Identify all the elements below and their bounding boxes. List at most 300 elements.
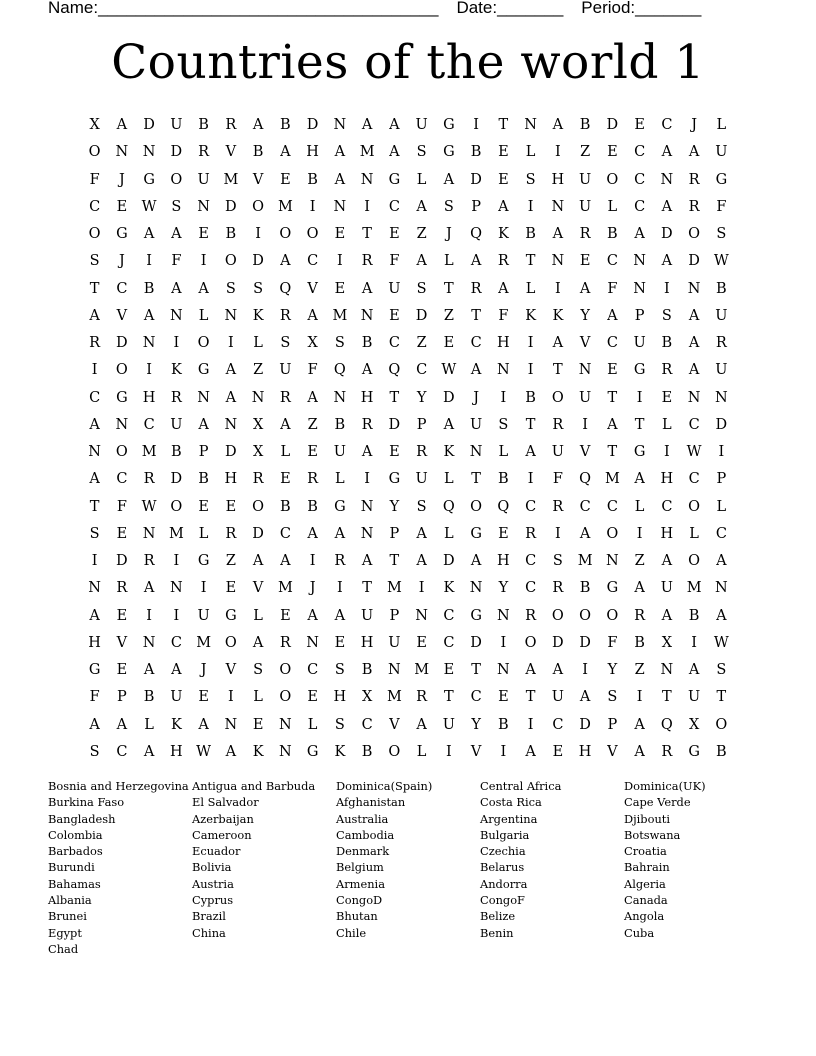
grid-cell: I xyxy=(527,335,534,351)
grid-cell: G xyxy=(470,525,482,542)
grid-cell: G xyxy=(197,362,210,379)
grid-cell: R xyxy=(361,253,373,270)
grid-row xyxy=(81,221,735,248)
grid-cell: S xyxy=(716,226,727,242)
grid-cell: A xyxy=(89,471,100,488)
grid-cell: C xyxy=(388,335,400,351)
grid-row xyxy=(81,439,735,466)
grid-cell: D xyxy=(225,198,237,215)
word-item: Chad xyxy=(48,941,79,956)
grid-cell: M xyxy=(332,307,348,324)
grid-cell: G xyxy=(443,144,455,161)
grid-cell: P xyxy=(389,525,400,542)
grid-cell: F xyxy=(389,253,400,270)
word-item: Chile xyxy=(336,925,367,940)
grid-cell: R xyxy=(497,253,509,270)
grid-cell: A xyxy=(361,117,373,133)
grid-cell: D xyxy=(116,553,128,569)
grid-cell: N xyxy=(279,743,292,760)
grid-cell: D xyxy=(661,226,673,242)
grid-cell: Q xyxy=(442,498,455,515)
grid-cell: O xyxy=(551,389,564,406)
grid-cell: V xyxy=(389,716,400,733)
grid-cell: R xyxy=(525,607,537,624)
grid-cell: S xyxy=(280,335,291,351)
grid-cell: E xyxy=(334,280,346,297)
grid-cell: B xyxy=(661,335,673,351)
grid-cell: M xyxy=(196,634,212,651)
grid-cell: A xyxy=(661,253,673,270)
word-item: Armenia xyxy=(336,876,385,891)
grid-cell: E xyxy=(280,471,291,488)
grid-cell: A xyxy=(198,716,209,733)
grid-row xyxy=(81,112,735,139)
grid-cell: L xyxy=(416,743,427,760)
grid-cell: H xyxy=(497,553,510,569)
grid-cell: C xyxy=(579,498,591,515)
grid-cell: O xyxy=(279,689,292,706)
grid-cell: N xyxy=(224,716,238,733)
grid-cell: A xyxy=(634,226,645,242)
grid-cell: N xyxy=(360,171,374,188)
grid-cell: A xyxy=(307,389,318,406)
grid-cell: H xyxy=(578,743,592,760)
grid-row xyxy=(81,194,735,221)
word-item: Cuba xyxy=(624,925,655,940)
grid-cell: I xyxy=(527,198,534,215)
grid-cell: D xyxy=(170,144,183,161)
grid-cell: O xyxy=(606,171,619,188)
grid-cell: P xyxy=(634,307,645,324)
grid-cell: F xyxy=(552,471,563,488)
grid-cell: A xyxy=(579,280,591,297)
grid-cell: U xyxy=(279,362,292,379)
word-column xyxy=(336,778,480,957)
grid-cell: D xyxy=(143,117,155,133)
grid-cell: C xyxy=(388,198,400,215)
grid-cell: U xyxy=(715,362,728,379)
grid-cell: G xyxy=(116,389,128,406)
grid-cell: H xyxy=(551,171,565,188)
word-item: Belgium xyxy=(336,860,384,875)
word-item: Colombia xyxy=(48,827,103,842)
grid-cell: N xyxy=(333,117,347,133)
grid-cell: J xyxy=(118,171,125,188)
grid-row xyxy=(81,167,735,194)
grid-cell: A xyxy=(89,307,100,324)
grid-cell: G xyxy=(715,171,728,188)
grid-cell: A xyxy=(89,716,100,733)
grid-cell: B xyxy=(252,144,264,161)
grid-cell: B xyxy=(171,444,182,460)
grid-cell: D xyxy=(252,253,264,270)
grid-cell: R xyxy=(579,226,591,242)
grid-cell: A xyxy=(225,743,237,760)
grid-cell: B xyxy=(143,689,155,706)
grid-cell: E xyxy=(116,198,128,215)
grid-cell: E xyxy=(334,226,346,242)
grid-row xyxy=(81,357,735,384)
grid-cell: A xyxy=(143,226,155,242)
grid-cell: C xyxy=(443,607,455,624)
grid-cell: A xyxy=(252,634,264,651)
grid-cell: R xyxy=(89,335,101,351)
grid-cell: I xyxy=(446,743,452,760)
grid-cell: C xyxy=(116,280,128,297)
grid-cell: J xyxy=(118,253,125,270)
grid-cell: I xyxy=(309,553,316,569)
grid-cell: K xyxy=(443,580,455,597)
grid-cell: C xyxy=(116,743,128,760)
grid-cell: A xyxy=(498,198,509,215)
grid-cell: C xyxy=(89,389,101,406)
grid-cell: B xyxy=(716,743,727,760)
word-item: Burkina Faso xyxy=(48,795,125,810)
grid-cell: Q xyxy=(660,716,673,733)
grid-cell: N xyxy=(633,280,646,297)
grid-cell: C xyxy=(279,525,291,542)
grid-cell: A xyxy=(607,416,618,433)
word-column xyxy=(624,778,768,957)
grid-cell: R xyxy=(416,444,428,460)
grid-cell: B xyxy=(525,226,536,242)
grid-cell: I xyxy=(364,198,370,215)
grid-cell: H xyxy=(306,144,319,161)
grid-cell: C xyxy=(525,498,537,515)
grid-cell: W xyxy=(196,743,212,760)
grid-cell: B xyxy=(361,662,373,678)
grid-cell: M xyxy=(386,689,402,706)
grid-cell: M xyxy=(386,580,402,597)
grid-cell: O xyxy=(115,362,128,379)
word-item: Brunei xyxy=(48,909,87,924)
grid-cell: U xyxy=(415,117,428,133)
word-item: Azerbaijan xyxy=(192,811,254,826)
grid-cell: U xyxy=(579,389,592,406)
period-label: Period: xyxy=(581,0,636,17)
grid-cell: U xyxy=(388,280,401,297)
grid-cell: L xyxy=(716,117,727,133)
grid-cell: Q xyxy=(279,280,292,297)
grid-cell: B xyxy=(225,226,237,242)
grid-cell: K xyxy=(443,444,455,460)
grid-cell: R xyxy=(661,362,673,379)
grid-cell: N xyxy=(224,307,238,324)
grid-cell: G xyxy=(116,226,128,242)
word-item: Bahrain xyxy=(624,860,670,875)
grid-cell: I xyxy=(228,689,234,706)
grid-cell: R xyxy=(416,689,428,706)
grid-cell: M xyxy=(359,144,375,161)
grid-cell: S xyxy=(89,253,100,270)
grid-cell: X xyxy=(252,444,264,460)
grid-cell: A xyxy=(334,144,346,161)
grid-cell: A xyxy=(716,607,727,624)
grid-cell: I xyxy=(636,689,643,706)
grid-cell: R xyxy=(225,525,237,542)
word-item: Cape Verde xyxy=(624,795,691,810)
grid-cell: M xyxy=(223,171,239,188)
grid-cell: O xyxy=(388,743,401,760)
grid-cell: Q xyxy=(388,362,401,379)
grid-cell: N xyxy=(551,253,565,270)
grid-cell: E xyxy=(198,498,209,515)
grid-cell: A xyxy=(389,117,400,133)
grid-cell: L xyxy=(253,607,263,624)
grid-cell: N xyxy=(170,307,183,324)
grid-cell: N xyxy=(333,198,347,215)
grid-cell: N xyxy=(197,389,210,406)
grid-row xyxy=(81,603,735,630)
grid-cell: D xyxy=(116,335,128,351)
grid-cell: B xyxy=(634,634,645,651)
word-item: Andorra xyxy=(480,876,528,891)
grid-cell: E xyxy=(307,444,318,460)
grid-cell: N xyxy=(360,498,374,515)
grid-cell: U xyxy=(660,580,673,597)
grid-cell: Z xyxy=(253,362,264,379)
grid-cell: C xyxy=(688,416,700,433)
grid-row xyxy=(81,630,735,657)
grid-cell: A xyxy=(89,607,100,624)
grid-cell: Y xyxy=(471,716,481,733)
grid-cell: Y xyxy=(607,662,618,678)
grid-cell: F xyxy=(498,307,509,324)
grid-cell: A xyxy=(688,662,700,678)
grid-cell: Y xyxy=(580,307,590,324)
word-item: Algeria xyxy=(624,876,666,891)
grid-cell: I xyxy=(555,144,561,161)
grid-cell: A xyxy=(280,253,291,270)
grid-cell: F xyxy=(307,362,318,379)
grid-cell: N xyxy=(715,389,728,406)
grid-cell: H xyxy=(224,471,238,488)
grid-cell: W xyxy=(141,498,157,515)
grid-cell: N xyxy=(687,280,701,297)
grid-cell: X xyxy=(89,117,100,133)
grid-cell: Z xyxy=(416,226,427,242)
grid-cell: L xyxy=(525,280,536,297)
grid-cell: A xyxy=(525,444,536,460)
grid-cell: L xyxy=(253,335,263,351)
grid-cell: A xyxy=(198,416,209,433)
grid-cell: A xyxy=(661,144,673,161)
grid-cell: G xyxy=(633,362,646,379)
grid-cell: J xyxy=(309,580,316,597)
grid-cell: A xyxy=(607,307,618,324)
grid-cell: E xyxy=(579,253,591,270)
grid-cell: R xyxy=(116,580,128,597)
word-column xyxy=(192,778,336,957)
grid-cell: N xyxy=(142,144,156,161)
grid-cell: G xyxy=(143,171,155,188)
grid-cell: O xyxy=(170,171,183,188)
grid-cell: I xyxy=(173,607,180,624)
grid-cell: Z xyxy=(225,553,236,569)
grid-cell: O xyxy=(606,607,619,624)
grid-cell: E xyxy=(389,226,400,242)
grid-cell: M xyxy=(686,580,702,597)
grid-cell: C xyxy=(606,498,618,515)
grid-cell: E xyxy=(307,689,318,706)
grid-cell: D xyxy=(388,416,401,433)
grid-cell: F xyxy=(171,253,182,270)
grid-cell: I xyxy=(664,280,670,297)
word-item: Bolivia xyxy=(192,860,232,875)
grid-cell: I xyxy=(582,662,588,678)
grid-cell: A xyxy=(552,226,564,242)
grid-cell: R xyxy=(634,607,646,624)
grid-cell: M xyxy=(168,525,184,542)
grid-cell: C xyxy=(634,198,646,215)
grid-cell: Z xyxy=(443,307,454,324)
grid-cell: Z xyxy=(416,335,427,351)
grid-cell: R xyxy=(715,335,727,351)
grid-cell: U xyxy=(170,689,183,706)
grid-cell: A xyxy=(443,171,455,188)
grid-cell: U xyxy=(415,471,428,488)
grid-cell: S xyxy=(171,198,182,215)
grid-cell: N xyxy=(497,607,510,624)
grid-cell: E xyxy=(389,307,400,324)
word-item: CongoF xyxy=(480,893,525,908)
grid-cell: T xyxy=(444,689,454,706)
grid-cell: U xyxy=(197,607,210,624)
grid-cell: C xyxy=(116,471,128,488)
grid-cell: I xyxy=(146,253,152,270)
grid-cell: A xyxy=(634,716,645,733)
grid-cell: R xyxy=(661,743,673,760)
grid-cell: V xyxy=(307,280,318,297)
grid-cell: O xyxy=(115,444,128,460)
grid-cell: N xyxy=(360,525,374,542)
grid-cell: A xyxy=(361,553,373,569)
grid-cell: U xyxy=(551,689,564,706)
grid-cell: N xyxy=(88,580,101,597)
grid-cell: N xyxy=(578,362,592,379)
grid-cell: H xyxy=(497,335,510,351)
grid-cell: J xyxy=(473,389,480,406)
grid-cell: U xyxy=(551,444,564,460)
grid-cell: A xyxy=(470,253,482,270)
grid-cell: E xyxy=(198,689,209,706)
grid-cell: C xyxy=(143,416,155,433)
grid-cell: A xyxy=(416,253,427,270)
grid-cell: I xyxy=(500,389,507,406)
grid-cell: I xyxy=(555,525,561,542)
grid-cell: L xyxy=(444,471,454,488)
grid-cell: O xyxy=(524,634,537,651)
grid-cell: M xyxy=(277,580,293,597)
grid-cell: C xyxy=(470,689,482,706)
grid-cell: I xyxy=(255,226,261,242)
grid-cell: U xyxy=(361,607,374,624)
grid-row xyxy=(81,330,735,357)
grid-cell: A xyxy=(307,307,318,324)
grid-cell: L xyxy=(607,198,618,215)
grid-cell: G xyxy=(334,498,346,515)
grid-cell: D xyxy=(306,117,319,133)
grid-cell: A xyxy=(716,553,727,569)
page-title: Countries of the world 1 xyxy=(111,35,705,90)
grid-cell: T xyxy=(553,362,563,379)
grid-cell: A xyxy=(143,662,155,678)
grid-cell: R xyxy=(552,416,564,433)
grid-cell: I xyxy=(337,253,343,270)
grid-cell: N xyxy=(115,416,129,433)
grid-cell: K xyxy=(552,307,564,324)
grid-cell: S xyxy=(334,716,345,733)
grid-cell: X xyxy=(661,634,673,651)
grid-cell: A xyxy=(280,416,291,433)
grid-cell: B xyxy=(470,144,482,161)
grid-cell: D xyxy=(170,471,183,488)
grid-cell: C xyxy=(443,634,455,651)
grid-cell: I xyxy=(364,471,370,488)
grid-cell: G xyxy=(388,471,401,488)
grid-cell: B xyxy=(716,280,727,297)
grid-cell: D xyxy=(470,171,482,188)
grid-cell: R xyxy=(688,198,700,215)
grid-cell: Z xyxy=(634,553,645,569)
grid-cell: B xyxy=(280,498,291,515)
grid-cell: I xyxy=(173,553,180,569)
grid-cell: U xyxy=(170,416,183,433)
grid-cell: A xyxy=(198,280,209,297)
grid-cell: N xyxy=(660,662,674,678)
grid-cell: A xyxy=(252,553,264,569)
grid-cell: W xyxy=(713,634,729,651)
grid-cell: M xyxy=(604,471,620,488)
grid-cell: D xyxy=(252,525,264,542)
grid-cell: L xyxy=(144,716,154,733)
grid-cell: C xyxy=(416,362,428,379)
word-item: Austria xyxy=(192,876,234,891)
grid-cell: R xyxy=(170,389,182,406)
word-item: Botswana xyxy=(624,827,681,842)
grid-cell: N xyxy=(388,662,401,678)
grid-cell: F xyxy=(716,198,727,215)
grid-cell: T xyxy=(634,416,645,433)
grid-cell: A xyxy=(171,280,182,297)
grid-cell: R xyxy=(688,171,700,188)
grid-cell: E xyxy=(498,525,509,542)
word-item: Bulgaria xyxy=(480,827,530,842)
grid-cell: R xyxy=(279,389,291,406)
grid-cell: S xyxy=(716,662,727,678)
grid-cell: U xyxy=(715,144,728,161)
grid-cell: R xyxy=(225,117,237,133)
grid-cell: S xyxy=(661,307,672,324)
grid-cell: C xyxy=(661,498,673,515)
grid-cell: B xyxy=(361,743,373,760)
grid-cell: E xyxy=(443,662,455,678)
grid-row xyxy=(81,276,735,303)
grid-cell: O xyxy=(279,226,292,242)
word-item: China xyxy=(192,925,226,940)
word-column xyxy=(480,778,624,957)
grid-cell: O xyxy=(224,634,237,651)
grid-cell: I xyxy=(337,580,343,597)
grid-cell: L xyxy=(198,307,209,324)
grid-cell: A xyxy=(552,662,564,678)
grid-row xyxy=(81,139,735,166)
grid-cell: H xyxy=(660,471,674,488)
grid-cell: E xyxy=(225,498,237,515)
grid-cell: V xyxy=(116,307,128,324)
grid-cell: X xyxy=(252,416,264,433)
grid-cell: C xyxy=(661,117,673,133)
